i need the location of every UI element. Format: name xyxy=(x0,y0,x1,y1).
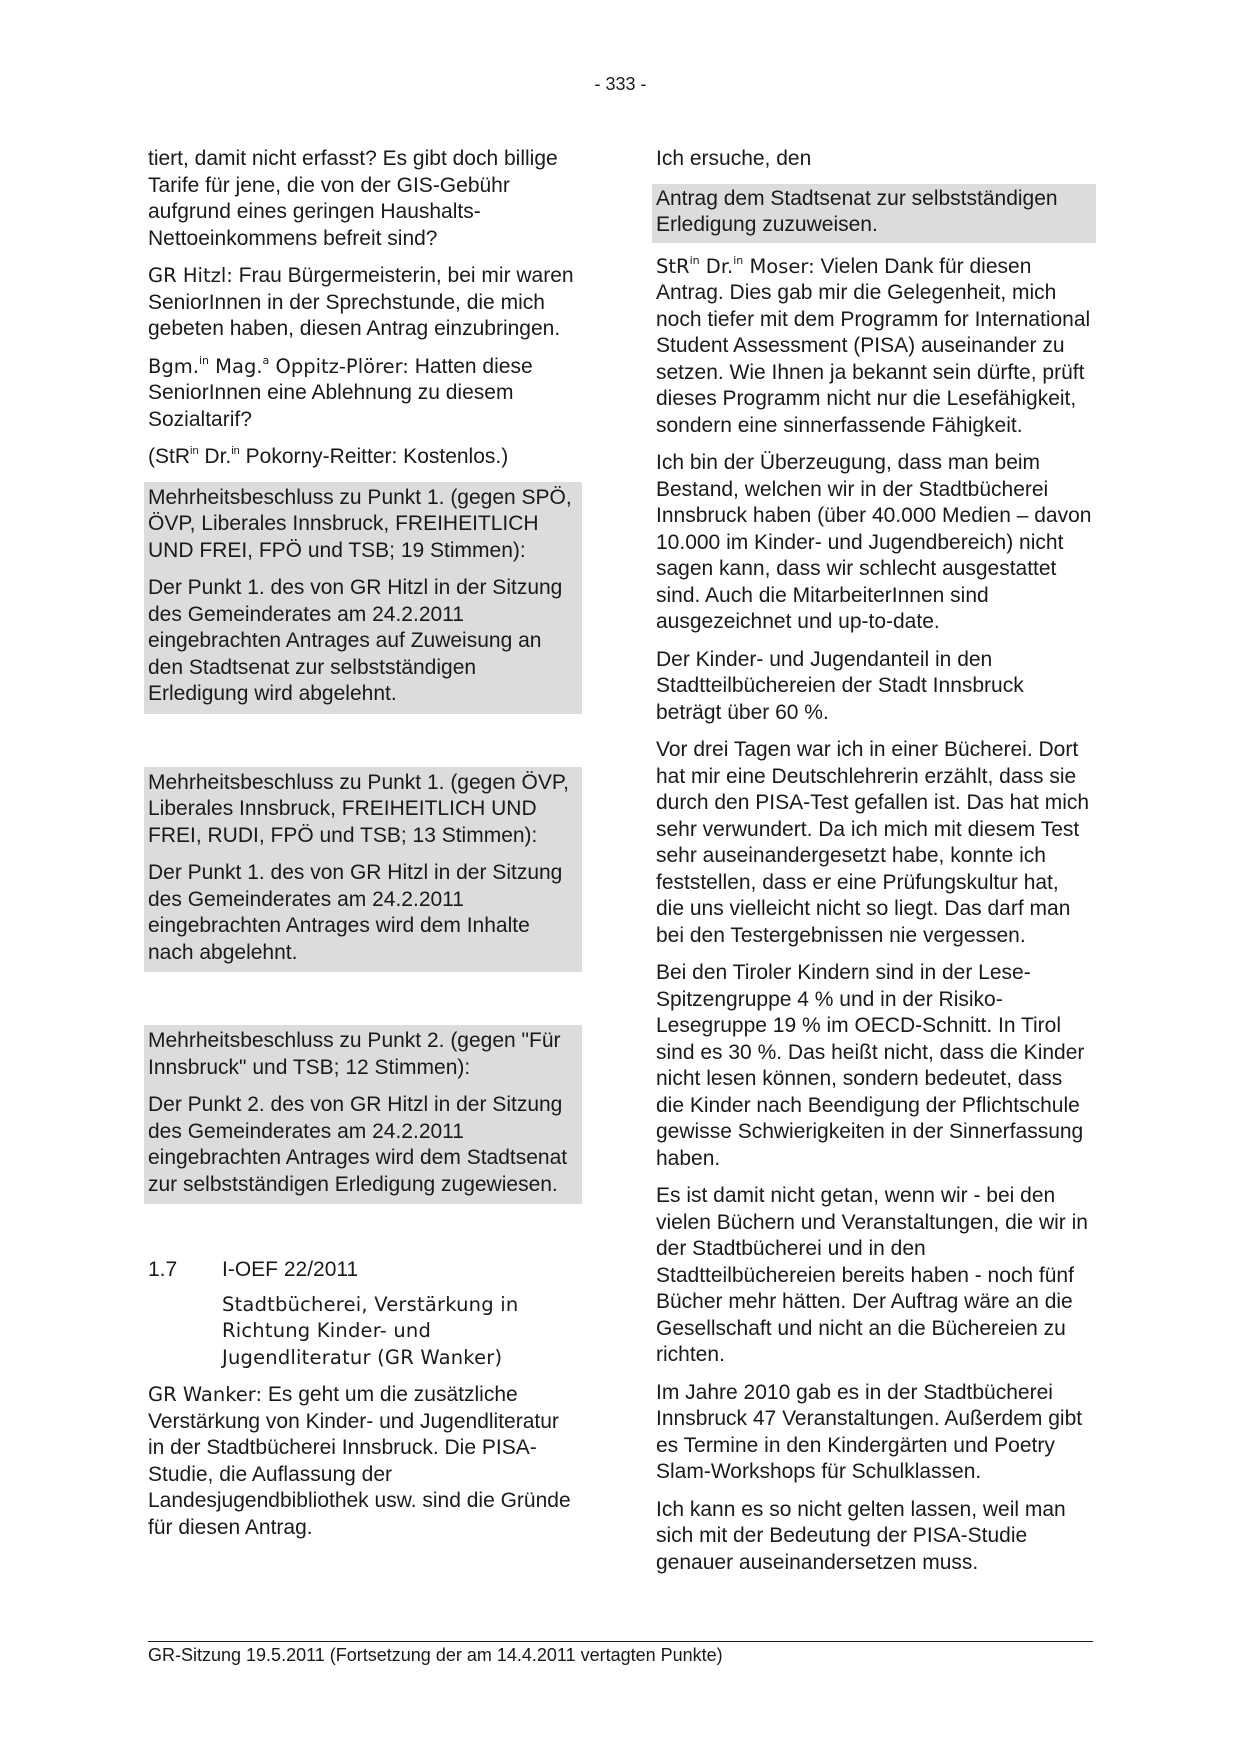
agenda-item-header xyxy=(148,1257,578,1284)
right-paragraph: Es ist damit nicht getan, wenn wir - bei den vielen Büchern und Veranstaltungen, die wir in der Stadtbücherei und in den Stadtteilbüchereien bereits haben - noch fünf Bücher mehr hätten. Der Auftrag wäre an die Gesellschaft und nicht an die Büchereien zu richten. xyxy=(656,1184,1088,1366)
left-paragraph xyxy=(148,263,578,343)
speaker-name: Bgm.$^{in}$ Mag.$^a$ Oppitz-Plörer: xyxy=(148,353,409,378)
left-paragraph xyxy=(148,1382,578,1541)
left-paragraph xyxy=(148,354,578,434)
left-column xyxy=(148,146,578,1552)
resolution-box xyxy=(144,767,582,973)
resolution-box xyxy=(144,1025,582,1204)
left-paragraph: tiert, damit nicht erfasst? Es gibt doch billige Tarife für jene, die von der GIS-Gebühr aufgrund eines geringen Haushalts-Nettoeinkommens befreit sind? xyxy=(148,147,558,250)
resolution-heading: Mehrheitsbeschluss zu Punkt 2. (gegen "Für Innsbruck" und TSB; 12 Stimmen): xyxy=(148,1029,561,1079)
interjection: (StR$^{in}$ Dr.$^{in}$ Pokorny-Reitter: Kostenlos.) xyxy=(148,445,509,468)
resolution-text: Der Punkt 2. des von GR Hitzl in der Sitzung des Gemeinderates am 24.2.2011 eingebrachten Antrages wird dem Stadtsenat zur selbstständigen Erledigung zugewiesen. xyxy=(148,1093,568,1196)
speech-text: Vielen Dank für diesen Antrag. Dies gab mir die Gelegenheit, mich noch tiefer mit dem Programm for International Student Assessment (PISA) auseinander zu setzen. Wie Ihnen ja bekannt sein dürfte, prüft dieses Programm nicht nur die Lesefähigkeit, sondern eine sinnerfassende Fähigkeit. xyxy=(656,254,1091,437)
right-paragraph: Ich kann es so nicht gelten lassen, weil man sich mit der Bedeutung der PISA-Studie genauer auseinandersetzen muss. xyxy=(656,1497,1066,1574)
right-paragraph: Bei den Tiroler Kindern sind in der Lese-Spitzengruppe 4 % und in der Risiko-Lesegruppe 19 % im OECD-Schnitt. In Tirol sind es 30 %. Das heißt nicht, dass die Kinder nicht lesen können, sondern bedeutet, dass die Kinder nach Beendigung der Pflichtschule gewisse Schwierigkeiten in der Sinnerfassung haben. xyxy=(656,961,1085,1170)
right-paragraph: Im Jahre 2010 gab es in der Stadtbücherei Innsbruck 47 Veranstaltungen. Außerdem gibt es Termine in den Kindergärten und Poetry Slam-Workshops für Schulklassen. xyxy=(656,1380,1083,1483)
speaker-name: StR$^{in}$ Dr.$^{in}$ Moser: xyxy=(656,253,815,278)
resolution-heading: Mehrheitsbeschluss zu Punkt 1. (gegen SPÖ, ÖVP, Liberales Innsbruck, FREIHEITLICH UND FREI, FPÖ und TSB; 19 Stimmen): xyxy=(148,485,572,562)
right-paragraph: Ich ersuche, den xyxy=(656,147,812,170)
speech-text: Frau Bürgermeisterin, bei mir waren SeniorInnen in der Sprechstunde, die mich gebeten haben, diesen Antrag einzubringen. xyxy=(148,264,574,340)
speaker-name: GR Hitzl: xyxy=(148,264,233,287)
footer-text: GR-Sitzung 19.5.2011 (Fortsetzung der am 14.4.2011 vertagten Punkte) xyxy=(148,1645,723,1665)
speech-text: Es geht um die zusätzliche Verstärkung von Kinder- und Jugendliteratur in der Stadtbücherei Innsbruck. Die PISA-Studie, die Auflassung der Landesjugendbibliothek usw. sind die Gründe für diesen Antrag. xyxy=(148,1383,571,1539)
right-paragraph xyxy=(656,254,1092,440)
speech-text: Hatten diese SeniorInnen eine Ablehnung zu diesem Sozialtarif? xyxy=(148,354,533,431)
resolution-heading: Mehrheitsbeschluss zu Punkt 1. (gegen ÖVP, Liberales Innsbruck, FREIHEITLICH UND FREI, RUDI, FPÖ und TSB; 13 Stimmen): xyxy=(148,770,570,847)
right-paragraph: Ich bin der Überzeugung, dass man beim Bestand, welchen wir in der Stadtbücherei Innsbruck haben (über 40.000 Medien – davon 10.000 im Kinder- und Jugendbereich) nicht sagen kann, dass wir schlecht ausgestattet sind. Auch die MitarbeiterInnen sind ausgezeichnet und up-to-date. xyxy=(656,451,1092,633)
agenda-item-number: 1.7 xyxy=(148,1258,178,1281)
motion-box: Antrag dem Stadtsenat zur selbstständigen Erledigung zuzuweisen. xyxy=(652,184,1096,243)
footer-divider xyxy=(148,1641,1093,1642)
agenda-item-title: Stadtbücherei, Verstärkung in Richtung Kinder- und Jugendliteratur (GR Wanker) xyxy=(222,1292,519,1369)
right-paragraph: Der Kinder- und Jugendanteil in den Stadtteilbüchereien der Stadt Innsbruck beträgt über 60 %. xyxy=(656,647,1024,724)
right-paragraph: Vor drei Tagen war ich in einer Bücherei. Dort hat mir eine Deutschlehrerin erzählt, dass sie durch den PISA-Test gefallen ist. Das hat mich sehr verwundert. Da ich mich mit diesem Test sehr auseinandergesetzt habe, konnte ich feststellen, dass er eine Prüfungskultur hat, die uns vielleicht nicht so liegt. Das darf man bei den Testergebnissen nie vergessen. xyxy=(656,738,1090,947)
resolution-text: Der Punkt 1. des von GR Hitzl in der Sitzung des Gemeinderates am 24.2.2011 eingebrachten Antrages auf Zuweisung an den Stadtsenat zur selbstständigen Erledigung wird abgelehnt. xyxy=(148,576,563,705)
resolution-box xyxy=(144,482,582,714)
right-column xyxy=(656,146,1092,1587)
resolution-text: Der Punkt 1. des von GR Hitzl in der Sitzung des Gemeinderates am 24.2.2011 eingebrachten Antrages wird dem Inhalte nach abgelehnt. xyxy=(148,861,563,964)
page-number: - 333 - xyxy=(594,74,647,94)
speaker-name: GR Wanker: xyxy=(148,1383,263,1406)
agenda-item-code: I-OEF 22/2011 xyxy=(222,1258,359,1281)
